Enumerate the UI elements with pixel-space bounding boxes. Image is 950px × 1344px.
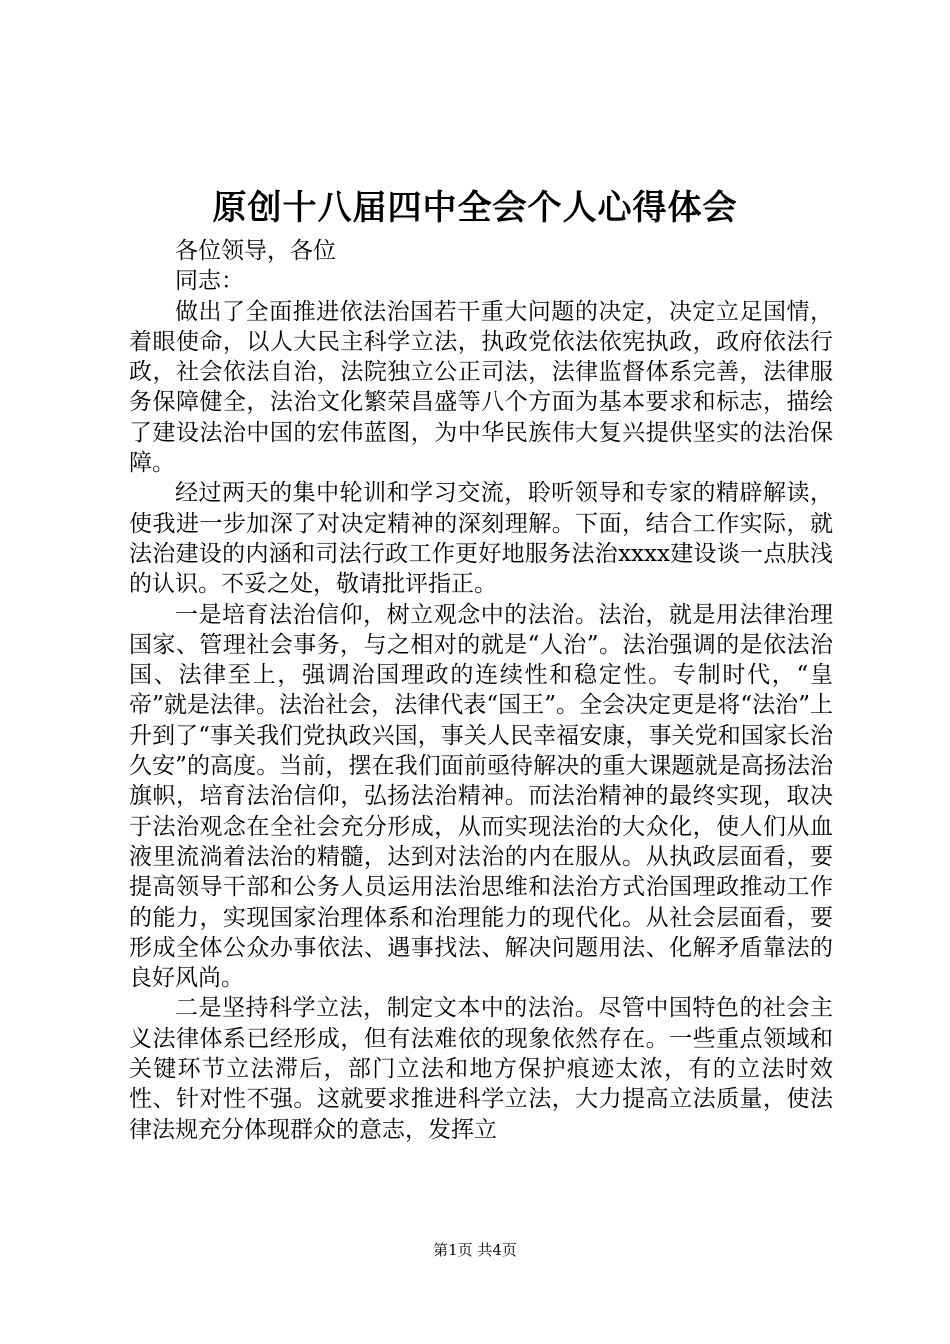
page-footer: 第1页 共4页 — [433, 1241, 517, 1259]
salutation-line-2: 同志： — [175, 268, 244, 295]
paragraph-point-one: 一是培育法治信仰，树立观念中的法治。法治，就是用法律治理国家、管理社会事务，与之相对的就是“人治”。法治强调的是依法治国、法律至上，强调治国理政的连续性和稳定性。专制时代，“皇帝”就是法律。法治社会，法律代表“国王”。全会决定更是将“法治”上升到了“事关我们党执政兴国，事关人民幸福安康，事关党和国家长治久安”的高度。当前，摆在我们面前亟待解决的重大课题就是高扬法治旗帜，培育法治信仰，弘扬法治精神。而法治精神的最终实现，取决于法治观念在全社会充分形成，从而实现法治的大众化，使人们从血液里流淌着法治的精髓，达到对法治的内在服从。从执政层面看，要提高领导干部和公务人员运用法治思维和法治方式治国理政推动工作的能力，实现国家治理体系和治理能力的现代化。从社会层面看，要形成全体公众办事依法、遇事找法、解决问题用法、化解矛盾靠法的良好风尚。 — [129, 601, 833, 992]
document-body — [129, 236, 833, 1145]
document-title: 原创十八届四中全会个人心得体会 — [212, 188, 738, 228]
paragraph-point-two: 二是坚持科学立法，制定文本中的法治。尽管中国特色的社会主义法律体系已经形成，但有法难依的现象依然存在。一些重点领域和关键环节立法滞后，部门立法和地方保护痕迹太浓，有的立法时效性、针对性不强。这就要求推进科学立法，大力提高立法质量，使法律法规充分体现群众的意志，发挥立 — [129, 995, 833, 1143]
paragraph-training: 经过两天的集中轮训和学习交流，聆听领导和专家的精辟解读，使我进一步加深了对决定精神的深刻理解。下面，结合工作实际，就法治建设的内涵和司法行政工作更好地服务法治xxxx建设谈一点肤浅的认识。不妥之处，敬请批评指正。 — [129, 480, 833, 598]
salutation-line-1: 各位领导，各位 — [175, 238, 336, 264]
paragraph-decision: 做出了全面推进依法治国若干重大问题的决定，决定立足国情，着眼使命，以人大民主科学立法，执政党依法依宪执政，政府依法行政，社会依法自治，法院独立公正司法，法律监督体系完善，法律服务保障健全，法治文化繁荣昌盛等八个方面为基本要求和标志，描绘了建设法治中国的宏伟蓝图，为中华民族伟大复兴提供坚实的法治保障。 — [129, 298, 833, 477]
